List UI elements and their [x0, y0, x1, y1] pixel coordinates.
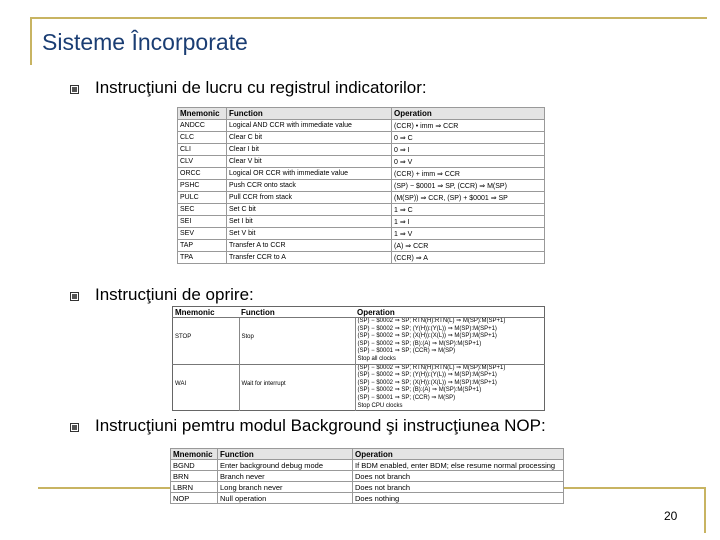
operation-line: (SP) − $0002 ⇒ SP; (B):(A) ⇒ M(SP):M(SP+1) — [357, 340, 482, 347]
function-cell: Clear C bit — [227, 132, 392, 144]
column-header: Function — [227, 108, 392, 120]
mnemonic-cell: CLV — [178, 156, 227, 168]
operation-line: (SP) − $0002 ⇒ SP; RTN(H):RTN(L) ⇒ M(SP):M(SP+1) — [357, 364, 506, 371]
function-cell: Transfer CCR to A — [227, 252, 392, 264]
operation-cell: Does not branch — [353, 482, 564, 493]
bullet-ccr-instructions: Instrucţiuni de lucru cu registrul indicatorilor: — [95, 78, 427, 97]
column-header: Operation — [355, 307, 545, 318]
operation-line: (SP) − $0001 ⇒ SP; (CCR) ⇒ M(SP) — [357, 394, 456, 401]
operation-line: Stop CPU clocks — [357, 402, 403, 409]
column-header: Operation — [392, 108, 545, 120]
square-bullet-icon — [70, 292, 79, 301]
mnemonic-cell: ANDCC — [178, 120, 227, 132]
function-cell: Set C bit — [227, 204, 392, 216]
function-cell: Pull CCR from stack — [227, 192, 392, 204]
table-row — [178, 192, 545, 204]
function-cell: Wait for interrupt — [239, 364, 355, 411]
mnemonic-cell: BGND — [171, 460, 218, 471]
function-cell: Long branch never — [218, 482, 353, 493]
slide-title: Sisteme Încorporate — [42, 29, 248, 55]
operation-cell — [355, 318, 545, 365]
table-row — [178, 204, 545, 216]
ccr-instructions-table — [177, 107, 545, 264]
operation-cell: (M(SP)) ⇒ CCR, (SP) + $0001 ⇒ SP — [392, 192, 545, 204]
mnemonic-cell: CLI — [178, 144, 227, 156]
mnemonic-cell: SEI — [178, 216, 227, 228]
operation-cell: Does not branch — [353, 471, 564, 482]
mnemonic-cell: PULC — [178, 192, 227, 204]
operation-cell: (A) ⇒ CCR — [392, 240, 545, 252]
table-row — [173, 318, 545, 365]
operation-cell: 0 ⇒ I — [392, 144, 545, 156]
bullet-background-nop: Instrucţiuni pemtru modul Background şi instrucţiunea NOP: — [95, 416, 546, 435]
operation-cell: (SP) − $0001 ⇒ SP, (CCR) ⇒ M(SP) — [392, 180, 545, 192]
page-number: 20 — [664, 509, 678, 523]
table-row — [178, 132, 545, 144]
function-cell: Transfer A to CCR — [227, 240, 392, 252]
table-row — [171, 493, 564, 504]
table-row — [178, 252, 545, 264]
mnemonic-cell: LBRN — [171, 482, 218, 493]
function-cell: Clear I bit — [227, 144, 392, 156]
operation-cell: Does nothing — [353, 493, 564, 504]
function-cell: Enter background debug mode — [218, 460, 353, 471]
operation-line: Stop all clocks — [357, 355, 396, 362]
operation-cell: 1 ⇒ I — [392, 216, 545, 228]
operation-cell: (CCR) • imm ⇒ CCR — [392, 120, 545, 132]
frame-left-line — [30, 17, 32, 65]
table-row — [171, 471, 564, 482]
column-header: Operation — [353, 449, 564, 460]
operation-cell — [355, 364, 545, 411]
operation-cell: (CCR) + imm ⇒ CCR — [392, 168, 545, 180]
operation-line: (SP) − $0002 ⇒ SP; (Y(H)):(Y(L)) ⇒ M(SP):M(SP+1) — [357, 372, 497, 379]
operation-cell: 0 ⇒ V — [392, 156, 545, 168]
table-row — [178, 180, 545, 192]
column-header: Function — [239, 307, 355, 318]
operation-cell: 1 ⇒ C — [392, 204, 545, 216]
frame-right-line — [704, 487, 706, 533]
function-cell: Set I bit — [227, 216, 392, 228]
function-cell: Clear V bit — [227, 156, 392, 168]
mnemonic-cell: ORCC — [178, 168, 227, 180]
mnemonic-cell: SEC — [178, 204, 227, 216]
operation-line: (SP) − $0002 ⇒ SP; (X(H)):(X(L)) ⇒ M(SP):M(SP+1) — [357, 379, 497, 386]
operation-line: (SP) − $0002 ⇒ SP; (X(H)):(X(L)) ⇒ M(SP):M(SP+1) — [357, 333, 497, 340]
table-row — [178, 156, 545, 168]
table-row — [178, 216, 545, 228]
mnemonic-cell: TPA — [178, 252, 227, 264]
operation-line: (SP) − $0001 ⇒ SP; (CCR) ⇒ M(SP) — [357, 348, 456, 355]
mnemonic-cell: WAI — [173, 364, 240, 411]
stop-instructions-table — [172, 306, 545, 411]
operation-line: (SP) − $0002 ⇒ SP; RTN(H):RTN(L) ⇒ M(SP):M(SP+1) — [357, 318, 506, 324]
frame-top-line — [30, 17, 707, 19]
table-row — [178, 120, 545, 132]
mnemonic-cell: SEV — [178, 228, 227, 240]
function-cell: Stop — [239, 318, 355, 365]
operation-cell: 0 ⇒ C — [392, 132, 545, 144]
column-header: Function — [218, 449, 353, 460]
table-row — [178, 240, 545, 252]
square-bullet-icon — [70, 85, 79, 94]
mnemonic-cell: NOP — [171, 493, 218, 504]
operation-cell: (CCR) ⇒ A — [392, 252, 545, 264]
function-cell: Null operation — [218, 493, 353, 504]
table-row — [171, 460, 564, 471]
column-header: Mnemonic — [178, 108, 227, 120]
column-header: Mnemonic — [171, 449, 218, 460]
mnemonic-cell: PSHC — [178, 180, 227, 192]
operation-line: (SP) − $0002 ⇒ SP; (B):(A) ⇒ M(SP):M(SP+1) — [357, 387, 482, 394]
table-row — [173, 364, 545, 411]
mnemonic-cell: TAP — [178, 240, 227, 252]
mnemonic-cell: CLC — [178, 132, 227, 144]
operation-line: (SP) − $0002 ⇒ SP; (Y(H)):(Y(L)) ⇒ M(SP):M(SP+1) — [357, 325, 497, 332]
mnemonic-cell: BRN — [171, 471, 218, 482]
table-row — [178, 144, 545, 156]
function-cell: Logical OR CCR with immediate value — [227, 168, 392, 180]
background-nop-table — [170, 448, 564, 504]
function-cell: Push CCR onto stack — [227, 180, 392, 192]
table-row — [171, 482, 564, 493]
square-bullet-icon — [70, 423, 79, 432]
function-cell: Branch never — [218, 471, 353, 482]
table-row — [178, 168, 545, 180]
operation-cell: 1 ⇒ V — [392, 228, 545, 240]
function-cell: Set V bit — [227, 228, 392, 240]
operation-cell: If BDM enabled, enter BDM; else resume normal processing — [353, 460, 564, 471]
function-cell: Logical AND CCR with immediate value — [227, 120, 392, 132]
bullet-stop-instructions: Instrucţiuni de oprire: — [95, 285, 254, 304]
table-row — [178, 228, 545, 240]
column-header: Mnemonic — [173, 307, 240, 318]
mnemonic-cell: STOP — [175, 334, 192, 340]
